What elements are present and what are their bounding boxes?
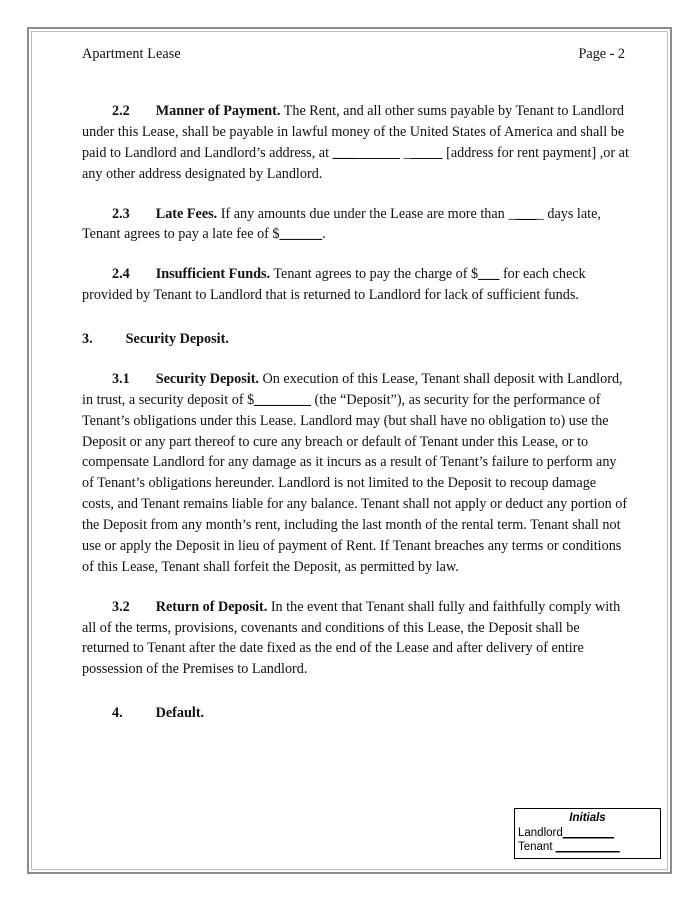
- section-4-heading: [82, 703, 629, 724]
- section-3-title: Security Deposit.: [125, 331, 229, 347]
- clause-3-1-number: 3.1: [112, 370, 130, 387]
- section-3-heading: [82, 329, 629, 350]
- clause-2-3-blank-2: ______: [279, 226, 323, 243]
- clause-3-2-heading: Return of Deposit.: [155, 598, 268, 615]
- page-number-label: Page - 2: [578, 46, 625, 62]
- clause-2-3-text-2: _ days late, Tenant agrees to pay a late fee of $: [82, 205, 601, 243]
- clause-2-4-blank-1: ___: [478, 266, 500, 283]
- initials-box-title: Initials: [569, 812, 606, 824]
- document-header: [82, 46, 629, 63]
- clause-2-2-text-2: _: [399, 144, 411, 161]
- clause-2-2-blank-2: [411, 145, 443, 161]
- spacer-after-2-4: [82, 320, 629, 329]
- initials-tenant-blank[interactable]: __________: [555, 841, 620, 854]
- clause-2-3-text-3: .: [322, 226, 326, 243]
- section-4-title: Default.: [155, 705, 205, 722]
- clause-2-3-blank-1: ___: [515, 205, 537, 222]
- clause-3-1-blank-1: ________: [254, 391, 311, 408]
- clause-2-2-blank-1: ___: [332, 144, 400, 161]
- clause-2-3-number: 2.3: [112, 205, 130, 222]
- clause-2-4-text-2: for each check provided by Tenant to Landlord that is returned to Landlord for lack of sufficient funds.: [82, 266, 586, 304]
- clause-3-1-heading: Security Deposit.: [155, 370, 259, 387]
- clause-2-3-heading: Late Fees.: [155, 205, 218, 222]
- clause-2-2: [82, 101, 629, 185]
- clause-2-2-heading: Manner of Payment.: [155, 103, 281, 119]
- initials-tenant-row: [518, 840, 657, 855]
- section-3-number: 3.: [82, 331, 93, 347]
- clause-2-4-heading: Insufficient Funds.: [155, 266, 271, 283]
- clause-3-2: [82, 597, 629, 681]
- clause-2-4: [82, 264, 629, 306]
- page-frame-inner: [31, 31, 668, 870]
- initials-landlord-blank[interactable]: ________: [562, 826, 614, 839]
- initials-box: [514, 808, 661, 859]
- clause-2-2-text-1: The Rent, and all other sums payable by Tenant to Landlord under this Lease, shall be payable in lawful money of the United States of America and shall be paid to Landlord and Landlord’s address, at: [82, 103, 625, 161]
- clause-3-1-text-2: (the “Deposit”), as security for the performance of Tenant’s obligations under this Lease. Landlord may (but shall have no obligation to) use the Deposit or any part thereof to cure any breach or default of Tenant under this Lease, or to compensate Landlord for any damage as it incurs as a result of Tenant’s failure to perform any of Tenant’s obligations hereunder. Landlord is not limited to the Deposit to recoup damage costs, and Tenant remains liable for any balance. Tenant shall not apply or deduct any portion of the Deposit from any month’s rent, including the last month of the rental term. Tenant shall not use or apply the Deposit in lieu of payment of Rent. If Tenant breaches any terms or conditions of this Lease, Tenant shall forfeit the Deposit, as permitted by law.: [82, 391, 628, 575]
- clause-3-1: [82, 369, 629, 578]
- page-frame: [27, 27, 672, 874]
- clause-2-3: [82, 204, 629, 246]
- clause-3-2-text-1: In the event that Tenant shall fully and faithfully comply with all of the terms, provisions, covenants and conditions of this Lease, the Deposit shall be returned to Tenant after the date fixed as the end of the Lease and after delivery of entire possession of the Premises to Landlord.: [82, 598, 621, 678]
- initials-landlord-row: [518, 826, 657, 841]
- initials-tenant-label: Tenant: [518, 841, 556, 854]
- document-title: Apartment Lease: [82, 46, 181, 62]
- clause-2-2-number: 2.2: [112, 103, 130, 119]
- clause-2-4-number: 2.4: [112, 266, 130, 283]
- clause-3-2-number: 3.2: [112, 598, 130, 615]
- clause-2-3-text-1: If any amounts due under the Lease are more than _: [217, 205, 516, 222]
- initials-landlord-label: Landlord: [518, 826, 563, 839]
- clause-3-1-text-1: On execution of this Lease, Tenant shall deposit with Landlord, in trust, a security deposit of $: [82, 370, 623, 408]
- page-content: [32, 32, 667, 869]
- clause-2-2-text-3: [address for rent payment] ,or at any other address designated by Landlord.: [82, 144, 629, 182]
- clause-2-4-text-1: Tenant agrees to pay the charge of $: [270, 266, 479, 283]
- section-4-number: 4.: [112, 705, 123, 722]
- spacer-after-3-2: [82, 694, 629, 703]
